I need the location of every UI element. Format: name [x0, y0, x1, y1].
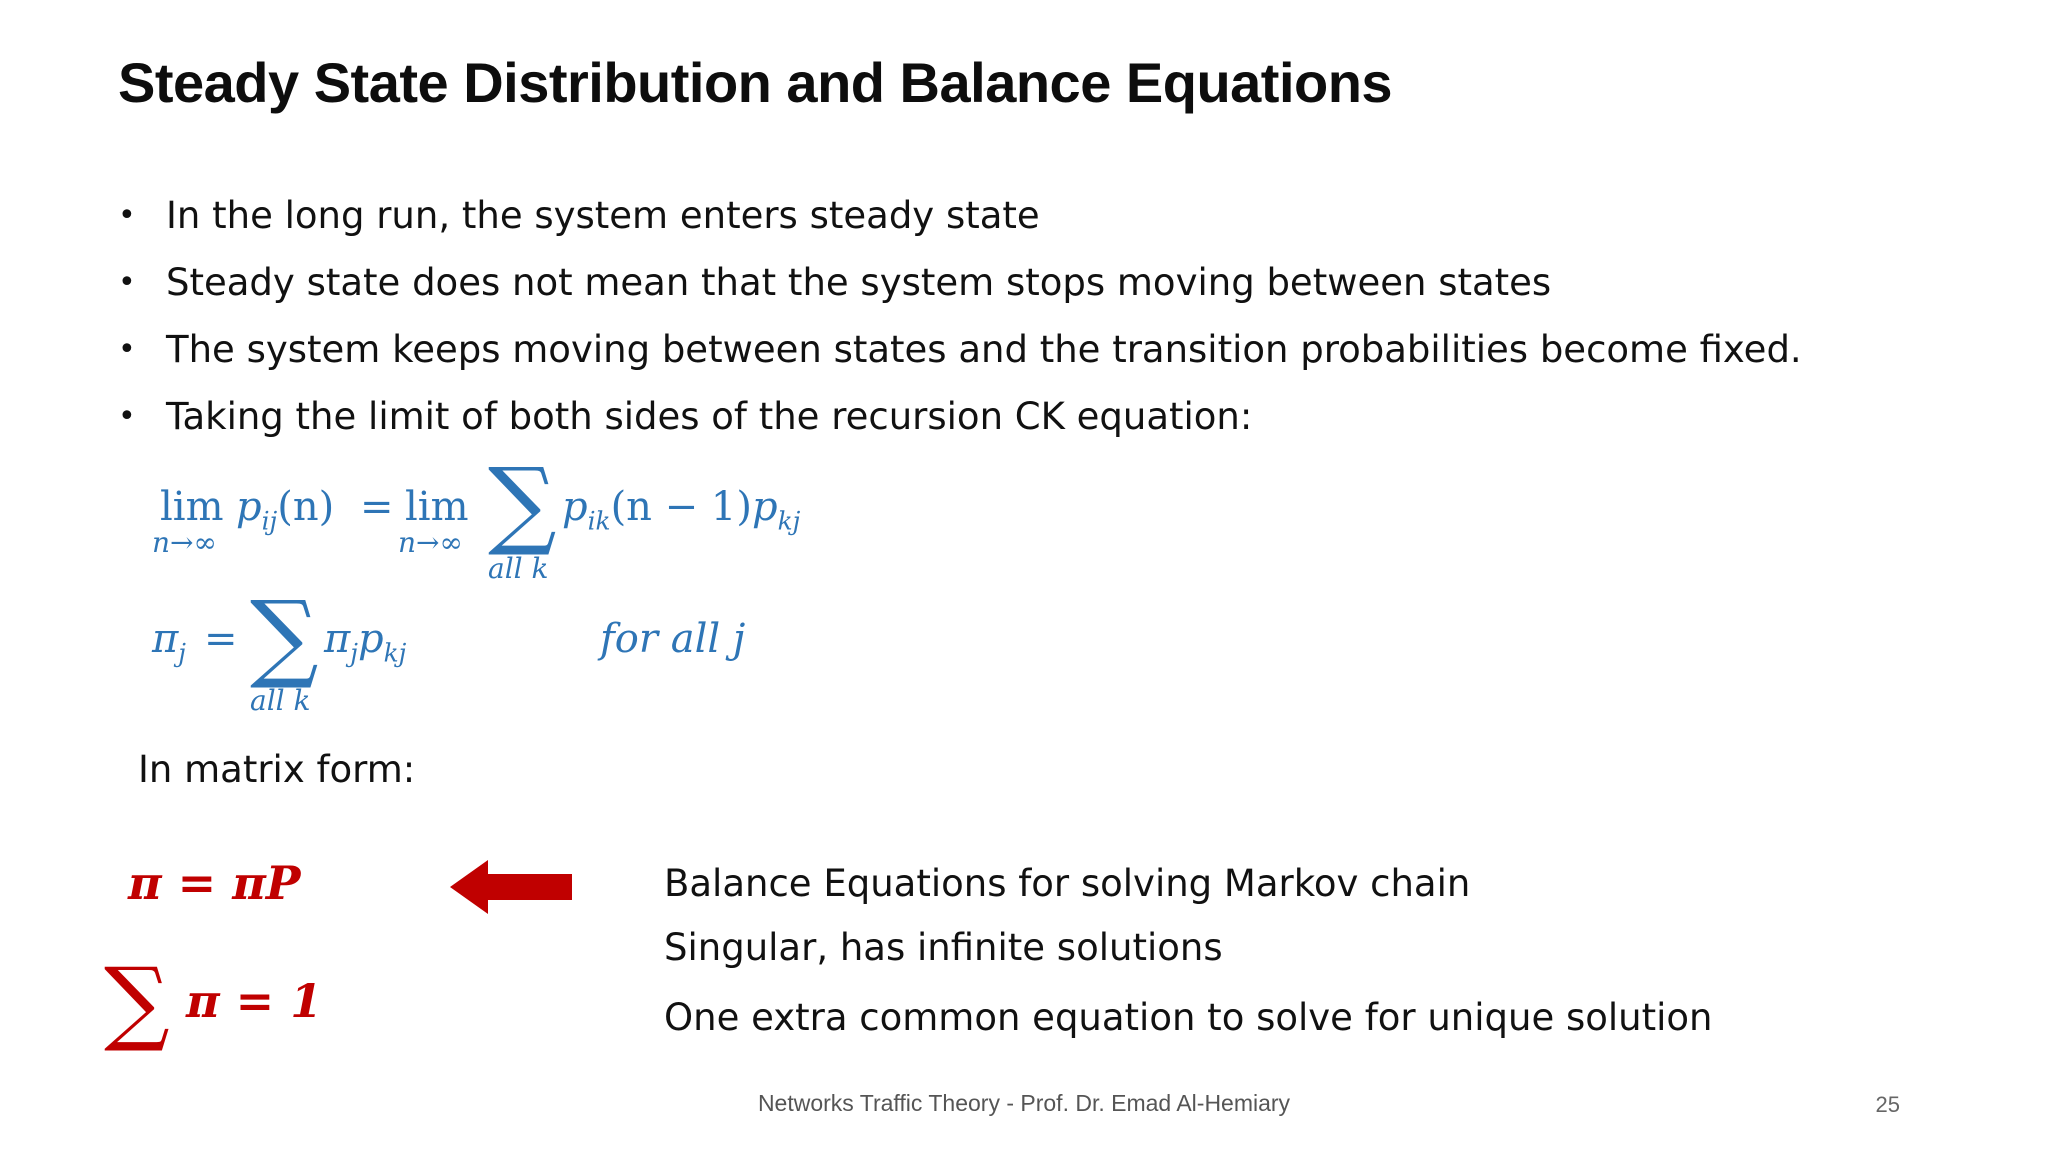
lhs-term	[236, 484, 334, 535]
rhs-subscript2: kj	[777, 506, 801, 536]
sum-range: all k	[250, 684, 311, 717]
rhs-p: p	[562, 484, 588, 530]
for-all-clause: for all j	[600, 616, 746, 662]
rhs-term	[562, 484, 800, 535]
lim-operator: lim	[405, 484, 469, 530]
note-extra-equation: One extra common equation to solve for unique solution	[664, 996, 1713, 1039]
rhs-term	[324, 616, 406, 667]
bullet-text: Taking the limit of both sides of the recursion CK equation:	[166, 395, 1253, 438]
rhs-subscript: ik	[587, 506, 611, 536]
bullet-item	[118, 190, 1802, 257]
sum-range: all k	[488, 552, 549, 585]
note-balance-equations: Balance Equations for solving Markov chain	[664, 862, 1471, 905]
lhs-subscript: ij	[261, 506, 278, 536]
rhs-p2: p	[751, 484, 778, 530]
p-symbol: p	[358, 616, 384, 662]
bullet-item	[118, 391, 1802, 458]
lhs-argument: (n)	[277, 484, 335, 530]
pi-symbol: π	[152, 616, 179, 662]
lim-subscript: n→∞	[152, 526, 217, 559]
pi-subscript: j	[350, 638, 358, 668]
bullet-item	[118, 324, 1802, 391]
equals-sign: =	[360, 484, 394, 530]
pi-subscript: j	[178, 638, 186, 668]
bullet-item	[118, 257, 1802, 324]
matrix-form-label: In matrix form:	[138, 748, 416, 791]
bullet-dot: •	[118, 399, 136, 434]
bullet-dot: •	[118, 332, 136, 367]
lim-subscript: n→∞	[398, 526, 463, 559]
pi-term	[152, 616, 186, 667]
balance-equation: π = πP	[128, 856, 301, 910]
bullet-text: The system keeps moving between states and the transition probabilities become fixed.	[166, 328, 1802, 371]
pi-symbol: π	[324, 616, 351, 662]
left-arrow-icon	[450, 858, 572, 916]
normalization-sum-symbol: ∑	[104, 948, 170, 1055]
p-subscript: kj	[383, 638, 407, 668]
lim-operator: lim	[160, 484, 224, 530]
normalization-equation: π = 1	[186, 974, 323, 1028]
bullet-text: Steady state does not mean that the system stops moving between states	[166, 261, 1552, 304]
lhs-p: p	[236, 484, 262, 530]
slide-title: Steady State Distribution and Balance Equations	[118, 51, 1393, 114]
bullet-dot: •	[118, 265, 136, 300]
bullet-list	[118, 190, 1802, 458]
sum-symbol: ∑	[488, 447, 557, 559]
sum-symbol: ∑	[250, 580, 319, 692]
page-number: 25	[1875, 1092, 1900, 1117]
slide-footer: Networks Traffic Theory - Prof. Dr. Emad Al-Hemiary	[757, 1090, 1291, 1116]
equals-sign: =	[204, 616, 238, 662]
note-singular: Singular, has infinite solutions	[664, 926, 1223, 969]
rhs-argument: (n − 1)	[610, 484, 752, 530]
bullet-dot: •	[118, 198, 136, 233]
bullet-text: In the long run, the system enters steady state	[166, 194, 1040, 237]
